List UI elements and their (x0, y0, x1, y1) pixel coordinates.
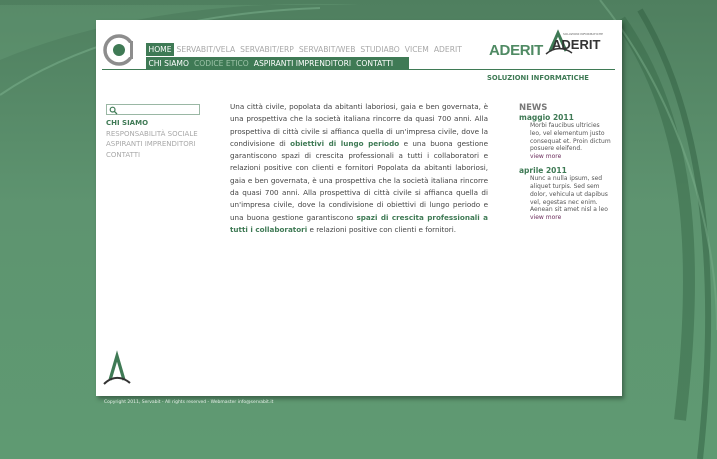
brand-small-caption: SOLUZIONI INFORMATICHE (563, 32, 603, 36)
main-content-text (230, 101, 488, 236)
sidebar-item-chi-siamo[interactable]: CHI SIAMO (106, 119, 149, 127)
search-box (106, 104, 200, 115)
news-date: maggio 2011 (519, 113, 574, 122)
subnav-contatti[interactable]: CONTATTI (356, 59, 394, 68)
nav-servabit-vela[interactable]: SERVABIT/VELA (176, 45, 236, 54)
content-text-1: Una città civile, popolata da abitanti laboriosi, gaia e ben governata, è una prospettiva che la società italiana rincorre da quasi 700 anni. Alla prospettiva di città civile si affianca quella di un'impresa civile, dove la condivisione di (230, 102, 488, 148)
subnav-chi-siamo[interactable]: CHI SIAMO (148, 59, 189, 68)
sidebar-item-contatti[interactable]: CONTATTI (106, 150, 141, 159)
content-highlight-2: spazi di crescita professionali a tutti i collaboratori (230, 212, 489, 234)
content-highlight-1: obiettivi di lungo periodo (290, 138, 400, 148)
subnav-codice-etico[interactable]: CODICE ETICO (193, 59, 249, 68)
site-logo-icon[interactable] (102, 33, 136, 67)
news-panel (519, 103, 611, 222)
news-title: NEWS (519, 103, 548, 113)
content-text-3: e relazioni positive con clienti e fornitori. (307, 224, 456, 234)
main-navigation (146, 43, 464, 56)
brand-wordmark-secondary: ADERIT (552, 37, 601, 52)
page-container (96, 20, 622, 396)
nav-studiabo[interactable]: STUDIABO (360, 45, 400, 54)
news-view-more-link[interactable]: view more (530, 214, 562, 222)
sidebar-menu (106, 118, 198, 160)
sidebar-item-aspiranti-imprenditori[interactable]: ASPIRANTI IMPRENDITORI (106, 140, 196, 148)
footer-copyright: Copyright 2011, Servabit - All rights reserved - Webmaster info@servabit.it (104, 400, 274, 405)
content-text-2: e una buona gestione garantiscono spazi di crescita professionali a tutti i collaboratori e relazioni positive con clienti e fornitori Popolata da abitanti laboriosi, gaia e ben governata, è una prospettiva che la società italiana rincorre da quasi 700 anni. Alla prospettiva di città civile si affianca quella di un'impresa civile, dove la condivisione di obiettivi di lungo periodo e una buona gestione garantiscono (230, 138, 488, 222)
news-view-more-link[interactable]: view more (530, 153, 562, 161)
search-input[interactable] (119, 105, 199, 114)
news-body: Nunc a nulla ipsum, sed aliquet turpis. Sed sem dolor, vehicula ut dapibus vel, egestas nec enim. Aenean sit amet nisl a leo (530, 175, 608, 214)
brand-wordmark[interactable]: ADERIT (489, 42, 544, 59)
nav-home[interactable]: HOME (146, 43, 174, 56)
news-date: aprile 2011 (519, 166, 567, 176)
sidebar-item-responsabilita-sociale[interactable]: RESPONSABILITÀ SOCIALE (106, 129, 198, 138)
search-icon[interactable] (109, 106, 118, 115)
news-body: Morbi faucibus ultricies leo, vel elementum justo consequat et. Proin dictum posuere eleifend. (530, 122, 611, 153)
nav-aderit[interactable]: ADERIT (433, 45, 462, 54)
nav-servabit-erp[interactable]: SERVABIT/ERP (240, 45, 294, 54)
nav-servabit-web[interactable]: SERVABIT/WEB (298, 45, 356, 54)
nav-vicem[interactable]: VICEM (404, 45, 429, 54)
subnav-aspiranti-imprenditori[interactable]: ASPIRANTI IMPRENDITORI (253, 59, 352, 68)
header-divider (102, 69, 615, 70)
brand-tagline: SOLUZIONI INFORMATICHE (487, 74, 589, 82)
footer-a-logo-icon (102, 350, 132, 388)
